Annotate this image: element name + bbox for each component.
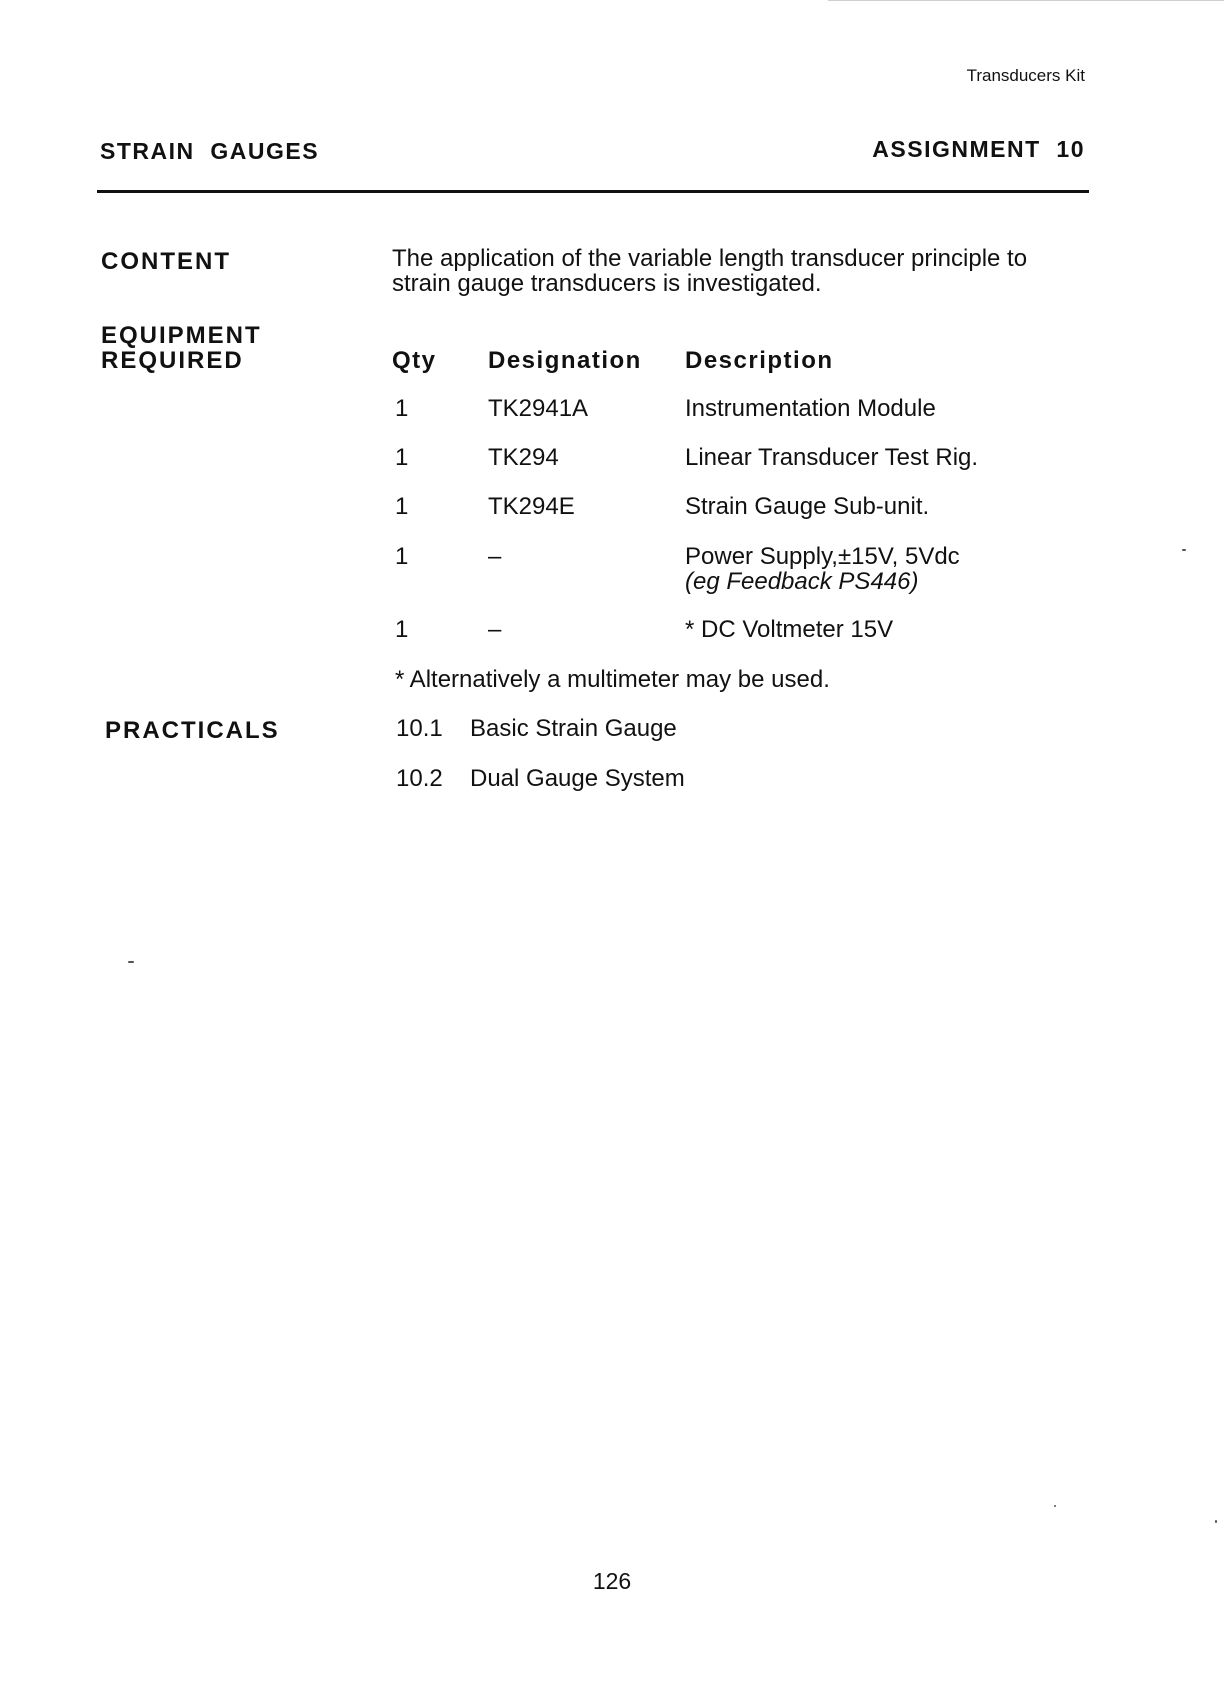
practical-title: Dual Gauge System: [470, 765, 685, 792]
scan-speck: [1215, 1520, 1217, 1523]
row-description: * DC Voltmeter 15V: [685, 616, 894, 643]
page-number: 126: [592, 1568, 632, 1594]
row-designation: –: [488, 616, 502, 643]
equipment-footnote: * Alternatively a multimeter may be used.: [395, 666, 830, 693]
row-designation: TK294E: [488, 493, 575, 520]
scan-speck: [128, 961, 134, 963]
equipment-heading-line-2: REQUIRED: [101, 347, 244, 374]
row-designation: TK2941A: [488, 395, 589, 422]
row-description: Linear Transducer Test Rig.: [685, 444, 979, 471]
content-text-line-1: The application of the variable length transducer principle to: [392, 245, 1028, 272]
scan-speck: [1054, 1505, 1056, 1507]
kit-label: Transducers Kit: [966, 66, 1085, 85]
assignment-label: ASSIGNMENT 10: [872, 136, 1085, 162]
row-qty: 1: [395, 395, 409, 422]
column-header-description: Description: [685, 347, 834, 374]
row-designation: TK294: [488, 444, 559, 471]
row-qty: 1: [395, 493, 409, 520]
row-designation: –: [488, 543, 502, 570]
equipment-heading-line-1: EQUIPMENT: [101, 322, 262, 349]
practical-number: 10.2: [396, 765, 443, 792]
section-title: STRAIN GAUGES: [100, 138, 320, 164]
content-heading: CONTENT: [101, 248, 231, 275]
row-qty: 1: [395, 444, 409, 471]
practical-number: 10.1: [396, 715, 443, 742]
scan-speck: [1182, 549, 1186, 551]
content-text-line-2: strain gauge transducers is investigated.: [392, 270, 822, 297]
row-note: (eg Feedback PS446): [685, 568, 919, 595]
row-description: Strain Gauge Sub-unit.: [685, 493, 930, 520]
top-edge-rule: [828, 0, 1224, 1]
row-description: Instrumentation Module: [685, 395, 936, 422]
row-description: Power Supply,±15V, 5Vdc: [685, 543, 960, 570]
column-header-qty: Qty: [392, 347, 437, 374]
column-header-designation: Designation: [488, 347, 642, 374]
practical-title: Basic Strain Gauge: [470, 715, 677, 742]
practicals-heading: PRACTICALS: [105, 717, 280, 744]
row-qty: 1: [395, 616, 409, 643]
row-qty: 1: [395, 543, 409, 570]
header-divider: [97, 190, 1089, 193]
